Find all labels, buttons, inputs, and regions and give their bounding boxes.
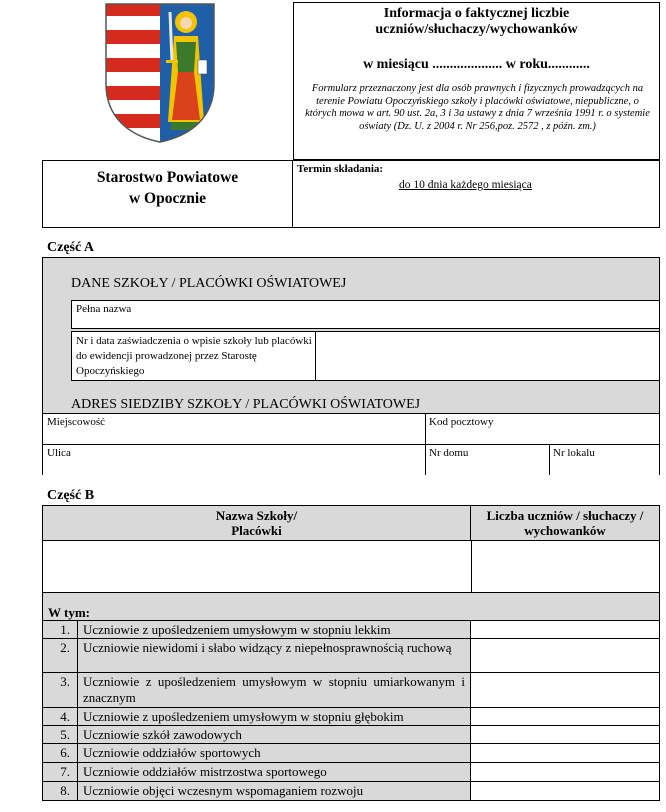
form-info-box [293,2,660,160]
office-name-line1: Starostwo Powiatowe [96,169,239,186]
column-header-count-line1: Liczba uczniów / słuchaczy / [486,508,644,523]
registration-row [71,331,660,381]
column-header-count [471,506,659,541]
row-number: 3. [43,673,78,707]
legal-note: Formularz przeznaczony jest dla osób prawnych i fizycznych prowadzących na terenie Powiatu Opoczyńskiego szkoły i placówki oświatowe, niepubliczne, o których mowa w art. 90 ust. 2a, 3 i 3a ustawy z dnia 7 września 1991 r. o systemie oświaty (Dz. U. z 2004 r. Nr 256,poz. 2572 , z późn. zm.) [305,83,650,132]
row-label: Uczniowie oddziałów mistrzostwa sportowego [78,763,471,781]
street-field[interactable] [43,445,425,475]
row-label: Uczniowie oddziałów sportowych [78,744,471,762]
row-count-field[interactable] [471,763,659,781]
house-number-field[interactable] [426,445,549,475]
street-label: Ulica [47,447,71,459]
city-field[interactable] [43,414,425,444]
office-box [42,160,293,228]
row-count-field[interactable] [471,639,659,672]
row-label: Uczniowie objęci wczesnym wspomaganiem rozwoju [78,782,471,800]
school-entry-row [43,541,659,593]
column-header-school-line2: Placówki [231,523,282,538]
postal-code-label: Kod pocztowy [429,416,494,428]
apartment-number-field[interactable] [550,445,659,475]
registration-label: Nr i data zaświadczenia o wpisie szkoły lub placówki do ewidencji prowadzonej przez Starostę Opoczyńskiego [76,335,312,377]
row-number: 6. [43,744,78,762]
address-heading: ADRES SIEDZIBY SZKOŁY / PLACÓWKI OŚWIATOWEJ [71,397,421,412]
apartment-number-label: Nr lokalu [553,447,595,459]
coat-of-arms [98,2,222,144]
part-a-section [42,257,660,475]
form-title-line1: Informacja o faktycznej liczbie [383,6,570,21]
deadline-value: do 10 dnia każdego miesiąca [399,179,532,191]
row-label: Uczniowie z upośledzeniem umysłowym w stopniu umiarkowanym i znacznym [78,673,471,707]
form-title-line2: uczniów/słuchaczy/wychowanków [375,22,578,37]
including-row [43,593,659,621]
row-count-field[interactable] [471,744,659,762]
deadline-label: Termin składania: [297,163,384,175]
row-number: 1. [43,621,78,638]
total-count-field[interactable] [472,541,659,592]
row-count-field[interactable] [471,726,659,743]
table-row [43,621,659,639]
table-row [43,639,659,673]
row-number: 5. [43,726,78,743]
school-name-field[interactable] [43,541,471,592]
row-label: Uczniowie z upośledzeniem umysłowym w stopniu głębokim [78,708,471,725]
table-row [43,744,659,763]
row-number: 2. [43,639,78,672]
row-count-field[interactable] [471,673,659,707]
table-row [43,782,659,800]
column-header-school-line1: Nazwa Szkoły/ [215,508,298,523]
row-count-field[interactable] [471,708,659,725]
table-row [43,673,659,708]
table-row [43,763,659,782]
row-count-field[interactable] [471,782,659,800]
registration-field[interactable] [316,332,660,380]
part-b-title: Część B [47,488,95,503]
month-year-line: w miesiącu .................... w roku............ [363,57,590,72]
full-name-label: Pełna nazwa [76,303,132,315]
including-label: W tym: [48,605,91,620]
row-label: Uczniowie z upośledzeniem umysłowym w stopniu lekkim [78,621,471,638]
row-number: 8. [43,782,78,800]
office-name-line2: w Opocznie [128,190,207,207]
house-number-label: Nr domu [429,447,469,459]
column-header-count-line2: wychowanków [524,523,606,538]
row-number: 7. [43,763,78,781]
part-a-title: Część A [47,240,95,255]
office-name [43,167,292,209]
form-title [294,6,659,38]
school-data-heading: DANE SZKOŁY / PLACÓWKI OŚWIATOWEJ [71,276,347,291]
row-label: Uczniowie szkół zawodowych [78,726,471,743]
table-row [43,726,659,744]
postal-code-field[interactable] [426,414,659,444]
deadline-box [293,160,660,228]
row-label: Uczniowie niewidomi i słabo widzący z niepełnosprawnością ruchową [78,639,471,672]
address-row-2 [43,444,659,475]
column-header-school [43,506,471,541]
full-name-field[interactable] [71,300,660,329]
row-number: 4. [43,708,78,725]
students-table [42,505,660,801]
table-row [43,708,659,726]
row-count-field[interactable] [471,621,659,638]
address-row-1 [43,413,659,444]
city-label: Miejscowość [47,416,106,428]
